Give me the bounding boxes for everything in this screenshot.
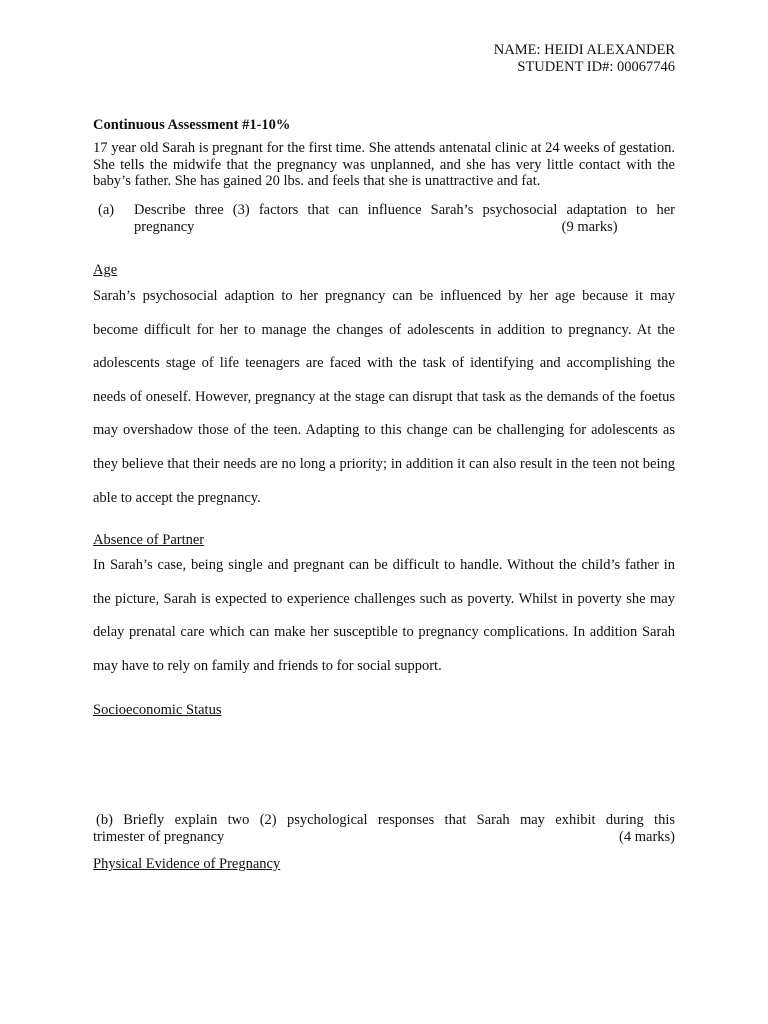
question-b-marks: (4 marks)	[619, 828, 675, 845]
question-b-line2-row	[93, 829, 675, 846]
assessment-title: Continuous Assessment #1-10%	[93, 117, 291, 133]
section-body-age: Sarah’s psychosocial adaption to her pregnancy can be influenced by her age because it may become difficult for her to manage the changes of adolescents in addition to pregnancy. At the adolescents stage of life teenagers are faced with the task of identifying and accomplishing the needs of oneself. However, pregnancy at the stage can disrupt that task as the demands of the foetus may overshadow those of the teen. Adapting to this change can be challenging for adolescents as they believe that their needs are no long a priority; in addition it can also result in the teen not being able to accept the pregnancy.	[93, 288, 675, 506]
question-b-line2: trimester of pregnancy	[93, 828, 225, 845]
student-header	[494, 42, 675, 76]
question-a-text: Describe three (3) factors that can influence Sarah’s psychosocial adaptation to her pregnancy	[134, 202, 675, 235]
student-name: NAME: HEIDI ALEXANDER	[493, 42, 675, 58]
section-heading-physical-evidence: Physical Evidence of Pregnancy	[93, 856, 281, 872]
question-a-marks: (9 marks)	[561, 218, 618, 235]
section-body-absence-of-partner: In Sarah’s case, being single and pregnant can be difficult to handle. Without the child’s father in the picture, Sarah is expected to experience challenges such as poverty. Whilst in poverty she may delay prenatal care which can make her susceptible to pregnancy complications. In addition Sarah may have to rely on family and friends to for social support.	[93, 557, 675, 674]
question-a-label: (a)	[98, 202, 115, 218]
section-heading-absence-of-partner: Absence of Partner	[93, 532, 205, 548]
question-b	[93, 812, 675, 845]
student-id: STUDENT ID#: 00067746	[517, 59, 675, 75]
question-a	[93, 202, 675, 235]
question-b-line1: (b) Briefly explain two (2) psychological responses that Sarah may exhibit during this	[96, 812, 675, 828]
section-heading-age: Age	[93, 262, 118, 278]
case-study-paragraph: 17 year old Sarah is pregnant for the first time. She attends antenatal clinic at 24 weeks of gestation. She tells the midwife that the pregnancy was unplanned, and she has very little contact with the baby’s father. She has gained 20 lbs. and feels that she is unattractive and fat.	[93, 140, 675, 189]
section-heading-socioeconomic-status: Socioeconomic Status	[93, 702, 222, 718]
question-a-text-block	[134, 202, 675, 235]
